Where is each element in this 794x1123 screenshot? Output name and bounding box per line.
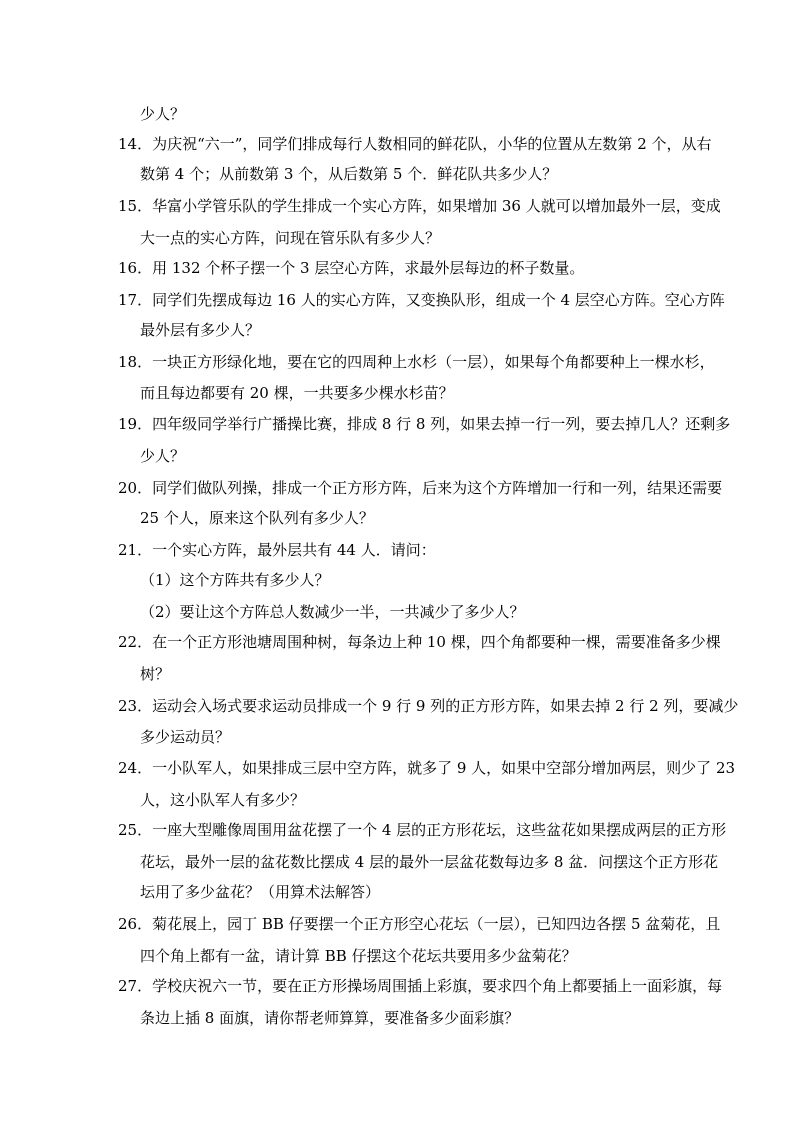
question-22-line-1: 22．在一个正方形池塘周围种树，每条边上种 10 棵，四个角都要种一棵，需要准备多少棵: [118, 633, 721, 651]
text-line: 少人？: [140, 105, 186, 123]
question-14-line-1: 14．为庆祝“六一”，同学们排成每行人数相同的鲜花队，小华的位置从左数第 2 个，从右: [118, 135, 712, 153]
question-18-line-2: 而且每边都要有 20 棵，一共要多少棵水杉苗？: [140, 384, 454, 402]
question-20-line-2: 25 个人，原来这个队列有多少人？: [140, 509, 374, 527]
question-25-line-1: 25．一座大型雕像周围用盆花摆了一个 4 层的正方形花坛，这些盆花如果摆成两层的正方形: [118, 821, 727, 839]
question-15-line-1: 15．华富小学管乐队的学生排成一个实心方阵，如果增加 36 人就可以增加最外一层，变成: [118, 197, 721, 215]
question-20-line-1: 20．同学们做队列操，排成一个正方形方阵，后来为这个方阵增加一行和一列，结果还需要: [118, 479, 723, 497]
question-24-line-2: 人，这小队军人有多少？: [140, 791, 306, 809]
question-23-line-1: 23．运动会入场式要求运动员排成一个 9 行 9 列的正方形方阵，如果去掉 2 行 2 列，要减少: [118, 697, 739, 715]
question-16-line-1: 16．用 132 个杯子摆一个 3 层空心方阵，求最外层每边的杯子数量。: [118, 259, 585, 277]
question-27-line-1: 27．学校庆祝六一节，要在正方形操场周围插上彩旗，要求四个角上都要插上一面彩旗，每: [118, 977, 723, 995]
question-23-line-2: 多少运动员？: [140, 728, 231, 746]
question-17-line-1: 17．同学们先摆成每边 16 人的实心方阵，又变换队形，组成一个 4 层空心方阵。空心方阵: [118, 291, 725, 309]
question-17-line-2: 最外层有多少人？: [140, 321, 261, 339]
question-19-line-1: 19．四年级同学举行广播操比赛，排成 8 行 8 列，如果去掉一行一列，要去掉几人？还剩多: [118, 415, 731, 433]
question-21-sub-1: （1）这个方阵共有多少人？: [140, 571, 330, 589]
question-18-line-1: 18．一块正方形绿化地，要在它的四周种上水杉（一层），如果每个角都要种上一棵水杉，: [118, 353, 715, 371]
question-25-line-2: 花坛，最外一层的盆花数比摆成 4 层的最外一层盆花数每边多 8 盆．问摆这个正方形花: [140, 853, 719, 871]
question-24-line-1: 24．一小队军人，如果排成三层中空方阵，就多了 9 人，如果中空部分增加两层，则少了 23: [118, 759, 736, 777]
question-21-sub-2: （2）要让这个方阵总人数减少一半，一共减少了多少人？: [140, 603, 525, 621]
question-21-line-1: 21．一个实心方阵，最外层共有 44 人．请问：: [118, 541, 436, 559]
question-26-line-1: 26．菊花展上，园丁 BB 仔要摆一个正方形空心花坛（一层），已知四边各摆 5 盆菊花，且: [118, 915, 721, 933]
question-27-line-2: 条边上插 8 面旗，请你帮老师算算，要准备多少面彩旗？: [140, 1009, 520, 1027]
question-15-line-2: 大一点的实心方阵，问现在管乐队有多少人？: [140, 229, 441, 247]
question-25-line-3: 坛用了多少盆花？（用算术法解答）: [140, 883, 381, 901]
question-14-line-2: 数第 4 个；从前数第 3 个，从后数第 5 个．鲜花队共多少人？: [140, 165, 558, 183]
question-26-line-2: 四个角上都有一盆，请计算 BB 仔摆这个花坛共要用多少盆菊花？: [140, 947, 577, 965]
question-22-line-2: 树？: [140, 665, 171, 683]
question-19-line-2: 少人？: [140, 447, 186, 465]
